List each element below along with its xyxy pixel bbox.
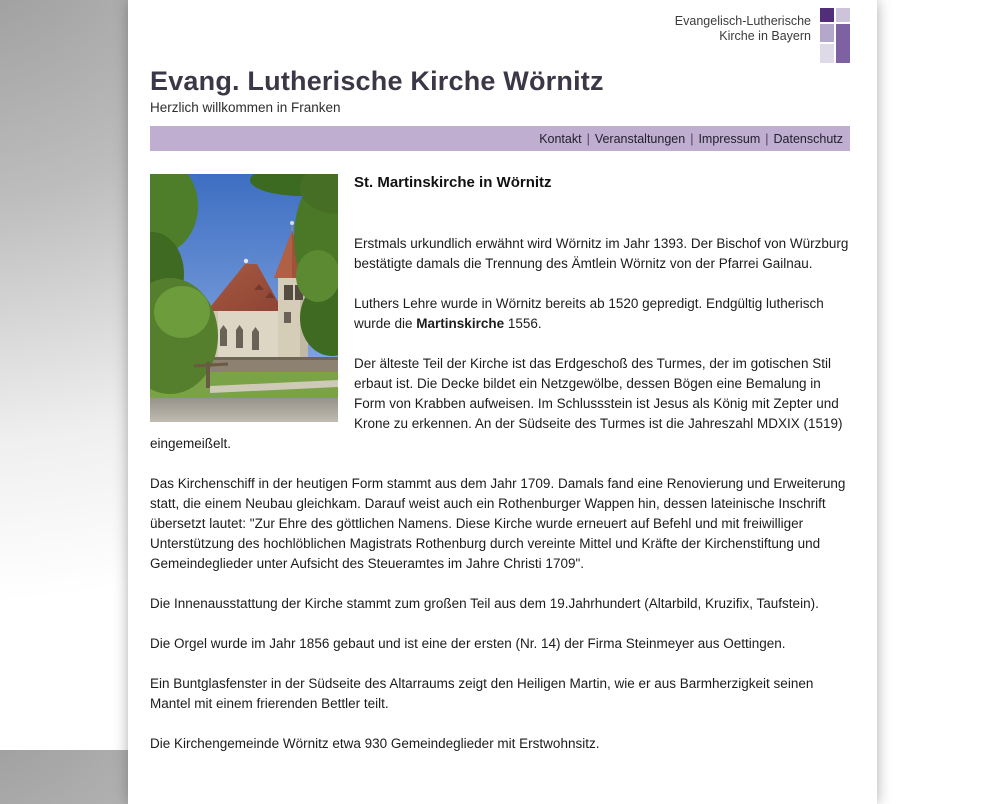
logo-square-lavender bbox=[820, 24, 834, 42]
logo-square-dark bbox=[820, 8, 834, 22]
page-title: Evang. Lutherische Kirche Wörnitz bbox=[150, 66, 604, 96]
article-paragraph bbox=[150, 634, 850, 654]
paragraph-text: Die Kirchengemeinde Wörnitz etwa 930 Gemeindeglieder mit Erstwohnsitz. bbox=[150, 736, 600, 751]
brand-header bbox=[150, 0, 850, 63]
paragraph-text: Die Innenausstattung der Kirche stammt zum großen Teil aus dem 19.Jahrhundert (Altarbild, Kruzifix, Taufstein). bbox=[150, 596, 819, 611]
brand-logo-line1: Evangelisch-Lutherische bbox=[674, 14, 811, 28]
nav-link-impressum[interactable]: Impressum bbox=[698, 131, 761, 146]
article-paragraph bbox=[150, 674, 850, 714]
nav-separator: | bbox=[586, 131, 590, 146]
article-paragraph bbox=[150, 474, 850, 574]
paragraph-text: Erstmals urkundlich erwähnt wird Wörnitz im Jahr 1393. Der Bischof von Würzburg bestätigte damals die Trennung des Ämtlein Wörnitz von der Pfarrei Gailnau. bbox=[354, 236, 849, 271]
page-subtitle: Herzlich willkommen in Franken bbox=[150, 100, 341, 115]
logo-square-lightest bbox=[820, 44, 834, 63]
paragraph-text: 1556. bbox=[504, 316, 542, 331]
main-navbar bbox=[150, 126, 850, 151]
elkb-logo-icon bbox=[820, 8, 850, 63]
nav-link-datenschutz[interactable]: Datenschutz bbox=[773, 131, 843, 146]
article-paragraph bbox=[150, 594, 850, 614]
logo-bar-purple bbox=[836, 24, 850, 63]
article bbox=[150, 174, 850, 774]
paragraph-text: Der älteste Teil der Kirche ist das Erdgeschoß des Turmes, der im gotischen Stil erbaut ist. Die Decke bildet ein Netzgewölbe, dessen Bögen eine Bemalung in Form von Krabben aufweisen. Im Schlussstein ist Jesus als König mit Zepter und Krone zu erkennen. An der Südseite des Turmes ist die Jahreszahl MDXIX (1519) eingemeißelt. bbox=[150, 356, 843, 451]
nav-link-veranstaltungen[interactable]: Veranstaltungen bbox=[594, 131, 686, 146]
paragraph-text: Das Kirchenschiff in der heutigen Form stammt aus dem Jahr 1709. Damals fand eine Renovierung und Erweiterung statt, die einem Neubau gleichkam. Darauf weist auch ein Rothenburger Wappen hin, dessen lateinische Inschrift übersetzt lautet: "Zur Ehre des göttlichen Namens. Diese Kirche wurde erneuert auf Befehl und mit freiwilliger Unterstützung des hochlöblichen Magistrats Rothenburg durch vereinte Mittel und Kräfte der Kirchenstiftung und Gemeindeglieder unter Aufsicht des Steueramtes im Jahre Christi 1709". bbox=[150, 476, 846, 571]
brand-logo-text bbox=[675, 8, 811, 44]
paragraph-text: Luthers Lehre wurde in Wörnitz bereits ab 1520 gepredigt. Endgültig lutherisch wurde die bbox=[354, 296, 824, 331]
nav-link-kontakt[interactable]: Kontakt bbox=[539, 131, 582, 146]
article-paragraph bbox=[150, 734, 850, 754]
nav-separator: | bbox=[765, 131, 769, 146]
article-heading: St. Martinskirche in Wörnitz bbox=[354, 174, 552, 191]
brand-logo-line2: Kirche in Bayern bbox=[719, 29, 811, 43]
content-area bbox=[128, 0, 877, 804]
paragraph-bold-text: Martinskirche bbox=[416, 316, 505, 331]
paragraph-text: Die Orgel wurde im Jahr 1856 gebaut und ist eine der ersten (Nr. 14) der Firma Steinmeyer aus Oettingen. bbox=[150, 636, 786, 651]
church-photo bbox=[150, 174, 338, 422]
nav-separator: | bbox=[690, 131, 694, 146]
paragraph-text: Ein Buntglasfenster in der Südseite des Altarraums zeigt den Heiligen Martin, wie er aus Barmherzigkeit seinen Mantel mit einem frierenden Bettler teilt. bbox=[150, 676, 814, 711]
logo-square-light bbox=[836, 8, 850, 22]
